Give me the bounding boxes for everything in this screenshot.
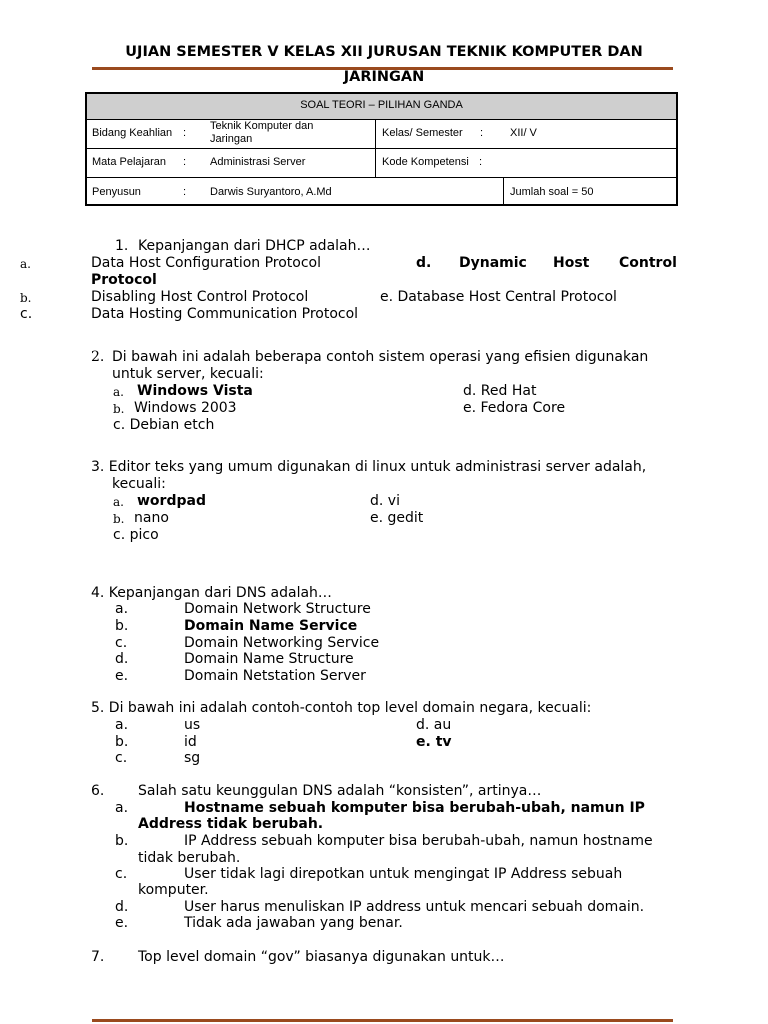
q1-c-letter: c. bbox=[20, 306, 33, 322]
q1-option-d-cont: Protocol bbox=[91, 272, 157, 288]
q2-option-c: c. Debian etch bbox=[113, 417, 215, 433]
banner-text: SOAL TEORI – PILIHAN GANDA bbox=[300, 99, 463, 111]
q2-option-d: d. Red Hat bbox=[463, 383, 537, 399]
mapel-label: Mata Pelajaran bbox=[92, 156, 166, 168]
q1-number: 1. bbox=[115, 238, 129, 254]
q1-option-d: Host bbox=[553, 255, 590, 271]
q7-number: 7. bbox=[91, 949, 105, 965]
kode-label: Kode Kompetensi bbox=[382, 156, 469, 168]
q5-c-letter: c. bbox=[115, 750, 128, 766]
bidang-label: Bidang Keahlian bbox=[92, 127, 173, 139]
colon: : bbox=[183, 127, 187, 139]
q2-a-letter: a. bbox=[113, 385, 124, 399]
q2-text: Di bawah ini adalah beberapa contoh sistem operasi yang efisien digunakan bbox=[112, 349, 649, 365]
q6-option-b-cont: tidak berubah. bbox=[138, 850, 241, 866]
q1-option-d: d. bbox=[416, 255, 432, 271]
q3-text: 3. Editor teks yang umum digunakan di linux untuk administrasi server adalah, bbox=[91, 459, 647, 475]
q3-text-cont: kecuali: bbox=[112, 476, 166, 492]
q4-option-d: Domain Name Structure bbox=[184, 651, 354, 667]
q7-text: Top level domain “gov” biasanya digunakan untuk… bbox=[138, 949, 505, 965]
q6-a-letter: a. bbox=[115, 800, 129, 816]
q6-b-letter: b. bbox=[115, 833, 129, 849]
q4-text: 4. Kepanjangan dari DNS adalah… bbox=[91, 585, 332, 601]
q6-option-e: Tidak ada jawaban yang benar. bbox=[184, 915, 403, 931]
divider bbox=[87, 148, 676, 149]
colon: : bbox=[480, 127, 484, 139]
divider bbox=[375, 119, 376, 177]
q6-option-d: User harus menuliskan IP address untuk mencari sebuah domain. bbox=[184, 899, 645, 915]
q3-b-letter: b. bbox=[113, 512, 125, 526]
header-banner bbox=[87, 94, 676, 119]
q2-option-b: Windows 2003 bbox=[134, 400, 237, 416]
q6-text: Salah satu keunggulan DNS adalah “konsisten”, artinya… bbox=[138, 783, 542, 799]
page-title-line2: JARINGAN bbox=[343, 69, 425, 85]
bidang-value-2: Jaringan bbox=[210, 133, 253, 145]
q4-option-b: Domain Name Service bbox=[184, 618, 358, 634]
q3-option-c: c. pico bbox=[113, 527, 159, 543]
q5-option-d: d. au bbox=[416, 717, 452, 733]
q1-option-a: Data Host Configuration Protocol bbox=[91, 255, 322, 271]
bidang-value: Teknik Komputer dan bbox=[210, 120, 314, 132]
q6-number: 6. bbox=[91, 783, 105, 799]
footer-rule bbox=[92, 1019, 673, 1022]
q4-c-letter: c. bbox=[115, 635, 128, 651]
colon: : bbox=[183, 156, 187, 168]
q1-option-c: Data Hosting Communication Protocol bbox=[91, 306, 359, 322]
q2-option-e: e. Fedora Core bbox=[463, 400, 566, 416]
q1-b-letter: b. bbox=[20, 291, 32, 305]
q3-a-letter: a. bbox=[113, 495, 124, 509]
q6-d-letter: d. bbox=[115, 899, 129, 915]
kelas-value: XII/ V bbox=[510, 127, 537, 139]
q5-option-e: e. tv bbox=[416, 734, 452, 750]
penyusun-label: Penyusun bbox=[92, 186, 141, 198]
q4-d-letter: d. bbox=[115, 651, 129, 667]
q1-a-letter: a. bbox=[20, 257, 31, 271]
q1-option-d: Control bbox=[619, 255, 677, 271]
q5-a-letter: a. bbox=[115, 717, 129, 733]
divider bbox=[87, 177, 676, 178]
page-title-line1: UJIAN SEMESTER V KELAS XII JURUSAN TEKNIK KOMPUTER DAN bbox=[125, 44, 643, 60]
q5-option-b: id bbox=[184, 734, 197, 750]
colon: : bbox=[479, 156, 483, 168]
q5-text: 5. Di bawah ini adalah contoh-contoh top level domain negara, kecuali: bbox=[91, 700, 592, 716]
q1-option-e: e. Database Host Central Protocol bbox=[380, 289, 617, 305]
q5-option-a: us bbox=[184, 717, 201, 733]
q3-option-b: nano bbox=[134, 510, 169, 526]
q4-option-a: Domain Network Structure bbox=[184, 601, 371, 617]
q1-option-b: Disabling Host Control Protocol bbox=[91, 289, 309, 305]
q3-option-e: e. gedit bbox=[370, 510, 424, 526]
q2-option-a: Windows Vista bbox=[137, 383, 253, 399]
jumlah-soal: Jumlah soal = 50 bbox=[510, 186, 594, 198]
q6-c-letter: c. bbox=[115, 866, 128, 882]
q5-option-c: sg bbox=[184, 750, 201, 766]
q6-option-a-cont: Address tidak berubah. bbox=[138, 816, 324, 832]
q2-b-letter: b. bbox=[113, 402, 125, 416]
q6-option-c: User tidak lagi direpotkan untuk mengingat IP Address sebuah bbox=[184, 866, 623, 882]
q4-option-e: Domain Netstation Server bbox=[184, 668, 366, 684]
q1-text: Kepanjangan dari DHCP adalah… bbox=[138, 238, 371, 254]
divider bbox=[503, 177, 504, 204]
q4-e-letter: e. bbox=[115, 668, 129, 684]
exam-header-table bbox=[85, 92, 678, 206]
q3-option-a: wordpad bbox=[137, 493, 206, 509]
q4-option-c: Domain Networking Service bbox=[184, 635, 380, 651]
q6-option-b: IP Address sebuah komputer bisa berubah-ubah, namun hostname bbox=[184, 833, 653, 849]
mapel-value: Administrasi Server bbox=[210, 156, 306, 168]
q2-number: 2. bbox=[91, 349, 105, 365]
penyusun-value: Darwis Suryantoro, A.Md bbox=[210, 186, 332, 198]
q4-b-letter: b. bbox=[115, 618, 129, 634]
q3-option-d: d. vi bbox=[370, 493, 400, 509]
q1-option-d: Dynamic bbox=[459, 255, 527, 271]
q4-a-letter: a. bbox=[115, 601, 129, 617]
q5-b-letter: b. bbox=[115, 734, 129, 750]
q6-option-c-cont: komputer. bbox=[138, 882, 209, 898]
divider bbox=[87, 119, 676, 120]
colon: : bbox=[183, 186, 187, 198]
q2-text-cont: untuk server, kecuali: bbox=[112, 366, 264, 382]
kelas-label: Kelas/ Semester bbox=[382, 127, 463, 139]
q6-e-letter: e. bbox=[115, 915, 129, 931]
q6-option-a: Hostname sebuah komputer bisa berubah-ubah, namun IP bbox=[184, 800, 645, 816]
